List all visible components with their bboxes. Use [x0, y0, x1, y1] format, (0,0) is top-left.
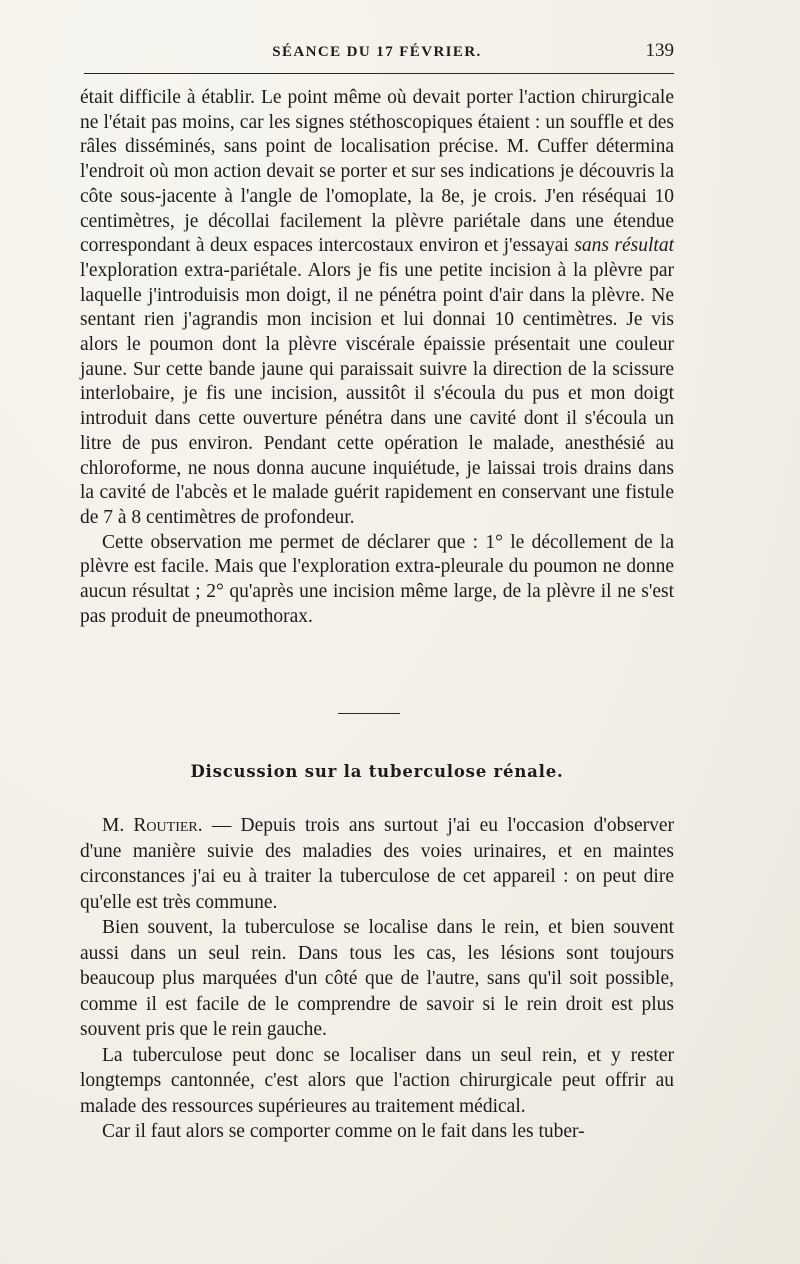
page-header	[80, 38, 674, 68]
section-1-text	[80, 86, 674, 629]
section-2-text	[80, 813, 674, 1145]
paragraph-text: — Depuis trois ans surtout j'ai eu l'occasion d'observer d'une manière suivie des maladies des voies urinaires, et en maintes circonstances j'ai eu à traiter la tuberculose de cet appareil : on peut dire qu'elle est très commune.	[80, 815, 674, 913]
speaker-name: M. Routier.	[102, 815, 203, 836]
section-heading: Discussion sur la tuberculose rénale.	[190, 762, 564, 781]
paragraph: Bien souvent, la tuberculose se localise dans le rein, et bien souvent aussi dans un seul rein. Dans tous les cas, les lésions sont toujours beaucoup plus marquées d'un côté que de l'autre, sans qu'il soit possible, comme il est facile de le comprendre de savoir si le rein droit est plus souvent pris que le rein gauche.	[80, 917, 674, 1040]
paragraph	[80, 813, 674, 915]
running-title: SÉANCE DU 17 FÉVRIER.	[272, 44, 482, 60]
paragraph	[80, 86, 674, 531]
paragraph: Car il faut alors se comporter comme on le fait dans les tuber-	[102, 1121, 585, 1142]
italic-phrase: sans résultat	[574, 235, 675, 257]
header-rule	[84, 73, 674, 74]
paragraph-text: était difficile à établir. Le point même où devait porter l'action chirurgicale ne l'était pas moins, car les signes stéthoscopiques étaient : un souffle et des râles disséminés, sans point de localisation précise. M. Cuffer détermina l'endroit où mon action devait se porter et sur ses indications je découvris la côte sous-jacente à l'angle de l'omoplate, la 8e, je crois. J'en réséquai 10 centimètres, je décollai facilement la plèvre pariétale dans une étendue correspondant à deux espaces intercostaux environ et j'essayai	[80, 87, 674, 257]
section-divider	[338, 713, 400, 714]
paragraph: La tuberculose peut donc se localiser dans un seul rein, et y rester longtemps cantonnée, c'est alors que l'action chirurgicale peut offrir au malade des ressources supérieures au traitement médical.	[80, 1044, 674, 1117]
paragraph-text: l'exploration extra-pariétale. Alors je fis une petite incision à la plèvre par laquelle j'introduisis mon doigt, il ne pénétra point d'air dans la plèvre. Ne sentant rien j'agrandis mon incision et lui donnai 10 centimètres. Je vis alors le poumon dont la plèvre viscérale épaissie présentait une couleur jaune. Sur cette bande jaune qui paraissait suivre la direction de la scissure interlobaire, je fis une incision, aussitôt il s'écoula du pus et mon doigt introduit dans cette ouverture pénétra dans une cavité dont il s'écoula un litre de pus environ. Pendant cette opération le malade, anesthésié au chloroforme, ne nous donna aucune inquiétude, je laissai trois drains dans la cavité de l'abcès et le malade guérit rapidement en conservant une fistule de 7 à 8 centimètres de profondeur.	[80, 259, 674, 528]
paragraph: Cette observation me permet de déclarer que : 1° le décollement de la plèvre est facile. Mais que l'exploration extra-pleurale du poumon ne donne aucun résultat ; 2° qu'après une incision même large, de la plèvre il ne s'est pas produit de pneumothorax.	[80, 531, 674, 627]
page-number: 139	[645, 40, 674, 61]
